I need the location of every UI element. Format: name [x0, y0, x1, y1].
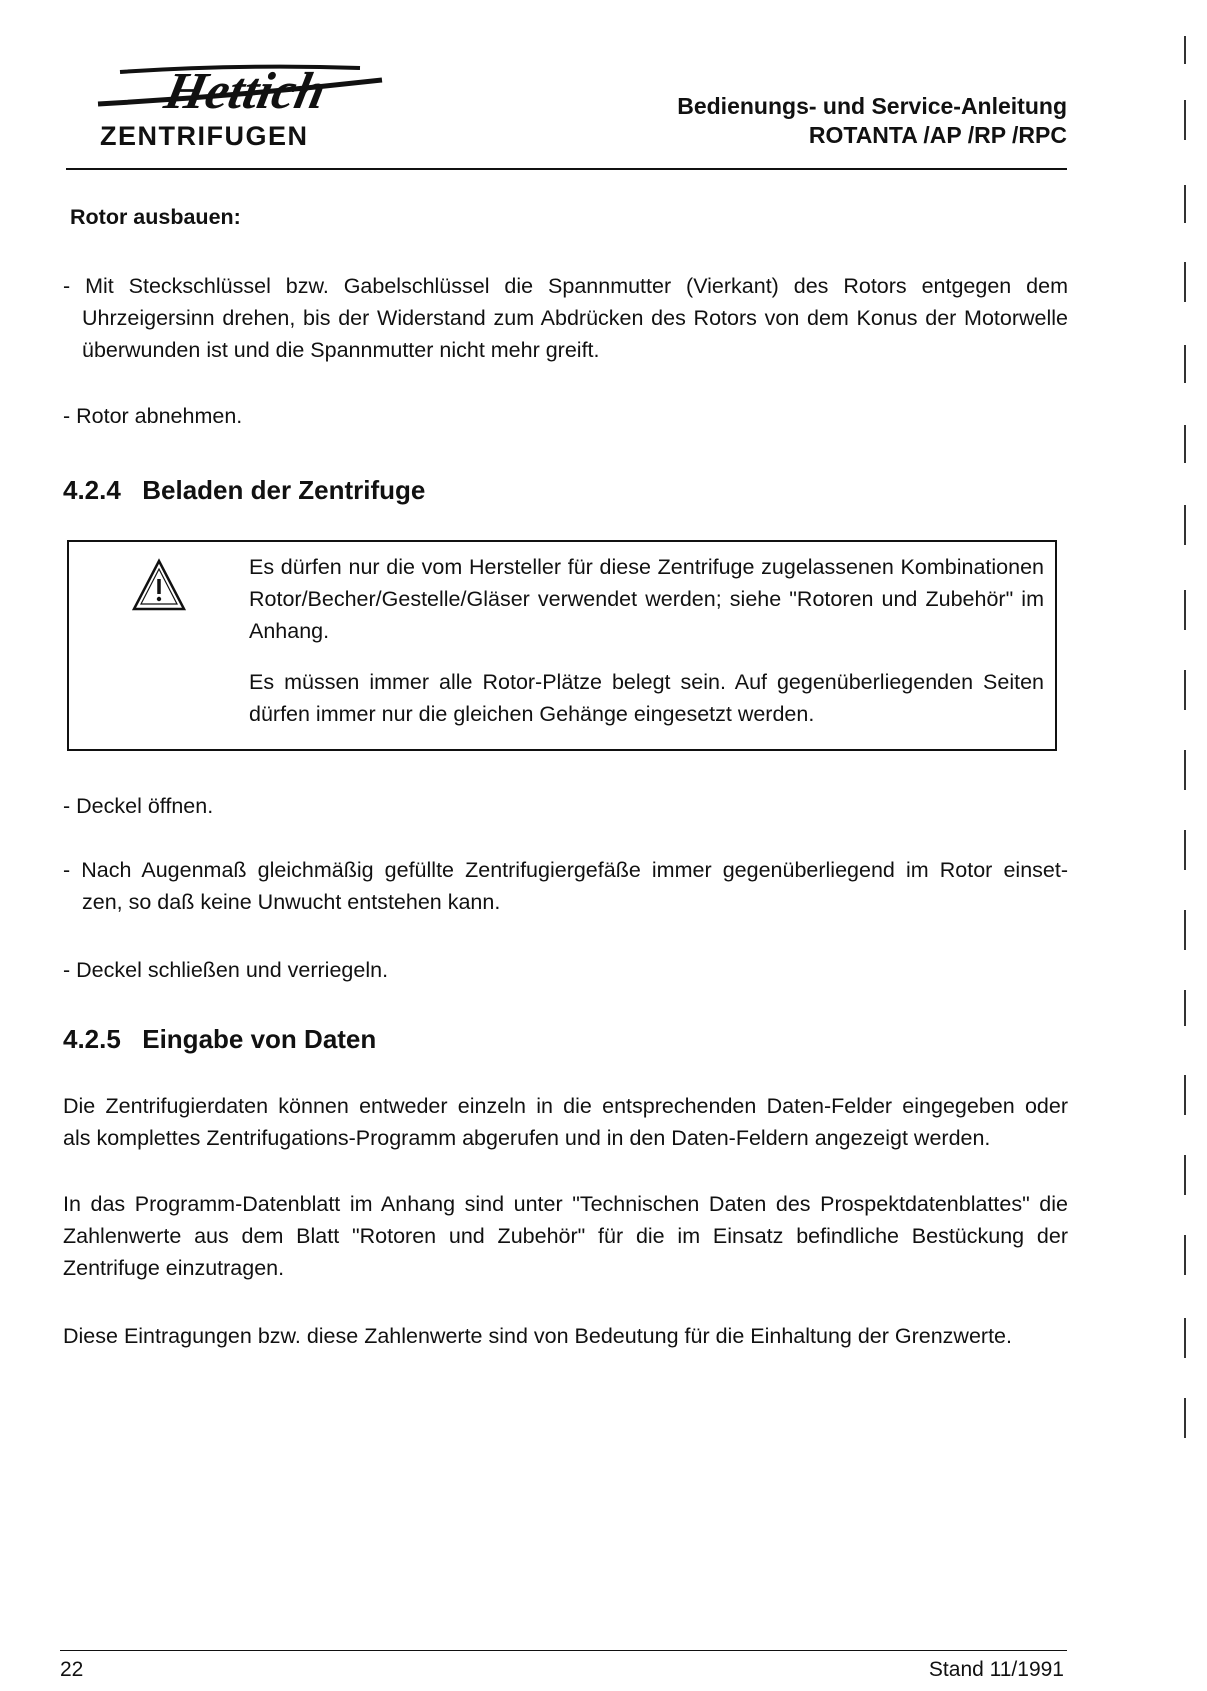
logo-wordmark: Hettich: [159, 62, 331, 120]
revision-date: Stand 11/1991: [928, 1658, 1064, 1681]
header-divider: [66, 168, 1067, 170]
section-title: Beladen der Zentrifuge: [142, 475, 426, 505]
data-entry-para2-line3: Zentrifuge einzutragen.: [63, 1256, 285, 1280]
loading-step3: - Deckel schließen und verriegeln.: [63, 958, 389, 982]
rotor-removal-step1-line1: - Mit Steckschlüssel bzw. Gabelschlüssel die Spannmutter (Vierkant) des Rotors entgegen dem: [63, 274, 1068, 298]
scan-mark: [1184, 185, 1186, 223]
warning-paragraph-2: Es müssen immer alle Rotor-Plätze belegt sein. Auf gegenüberliegenden Seiten dürfen immer nur die gleichen Gehänge eingesetzt werden.: [249, 670, 1044, 726]
scan-mark: [1184, 910, 1186, 950]
footer-divider: [60, 1650, 1067, 1651]
scan-mark: [1184, 505, 1186, 545]
scan-mark: [1184, 990, 1186, 1026]
loading-step2-line2: zen, so daß keine Unwucht entstehen kann.: [82, 890, 501, 914]
scan-mark: [1184, 1318, 1186, 1358]
scan-mark: [1184, 262, 1186, 302]
rotor-removal-step1-line2: Uhrzeigersinn drehen, bis der Widerstand zum Abdrücken des Rotors von dem Konus der Motorwelle: [82, 306, 1068, 330]
data-entry-para3: Diese Eintragungen bzw. diese Zahlenwerte sind von Bedeutung für die Einhaltung der Grenzwerte.: [63, 1324, 1012, 1348]
section-4-2-5-heading: [63, 1024, 376, 1055]
scan-mark: [1184, 590, 1186, 630]
scan-mark: [1184, 36, 1186, 64]
section-number: 4.2.4: [63, 475, 121, 505]
section-4-2-4-heading: [63, 475, 425, 506]
section-number: 4.2.5: [63, 1024, 121, 1054]
warning-triangle-icon: [131, 558, 187, 617]
scan-mark: [1184, 1075, 1186, 1115]
data-entry-para1-line2: als komplettes Zentrifugations-Programm abgerufen und in den Daten-Feldern angezeigt werden.: [63, 1126, 991, 1150]
scan-mark: [1184, 750, 1186, 790]
section-title: Eingabe von Daten: [142, 1024, 377, 1054]
scan-mark: [1184, 830, 1186, 870]
page-number: 22: [60, 1658, 84, 1681]
scan-mark: [1184, 1398, 1186, 1438]
scan-mark: [1184, 1155, 1186, 1195]
loading-step1: - Deckel öffnen.: [63, 794, 214, 818]
data-entry-para2-line2: Zahlenwerte aus dem Blatt "Rotoren und Zubehör" für die im Einsatz befindliche Bestückung der: [63, 1224, 1068, 1248]
title-line-1: Bedienungs- und Service-Anleitung: [677, 93, 1067, 119]
data-entry-para1-line1: Die Zentrifugierdaten können entweder einzeln in die entsprechenden Daten-Felder eingegeben oder: [63, 1094, 1068, 1118]
scan-mark: [1184, 425, 1186, 463]
brand-subtitle: ZENTRIFUGEN: [100, 121, 309, 151]
scan-mark: [1184, 100, 1186, 140]
scan-mark: [1184, 670, 1186, 710]
warning-text: [249, 551, 1044, 730]
scan-mark: [1184, 345, 1186, 383]
data-entry-para2-line1: In das Programm-Datenblatt im Anhang sind unter "Technischen Daten des Prospektdatenblattes" die: [63, 1192, 1068, 1216]
loading-step2-line1: - Nach Augenmaß gleichmäßig gefüllte Zentrifugiergefäße immer gegenüberliegend im Rotor einset-: [63, 858, 1068, 882]
warning-box: [67, 540, 1057, 751]
rotor-removal-heading: Rotor ausbauen:: [70, 205, 241, 229]
warning-paragraph-1: Es dürfen nur die vom Hersteller für diese Zentrifuge zugelassenen Kombinationen Rotor/Becher/Gestelle/Gläser verwendet werden; siehe "Rotoren und Zubehör" im Anhang.: [249, 555, 1044, 643]
document-title: [677, 92, 1067, 150]
rotor-removal-step1-line3: überwunden ist und die Spannmutter nicht mehr greift.: [82, 338, 600, 362]
scan-mark: [1184, 1235, 1186, 1275]
rotor-removal-step2: - Rotor abnehmen.: [63, 404, 243, 428]
title-line-2: ROTANTA /AP /RP /RPC: [808, 122, 1067, 148]
